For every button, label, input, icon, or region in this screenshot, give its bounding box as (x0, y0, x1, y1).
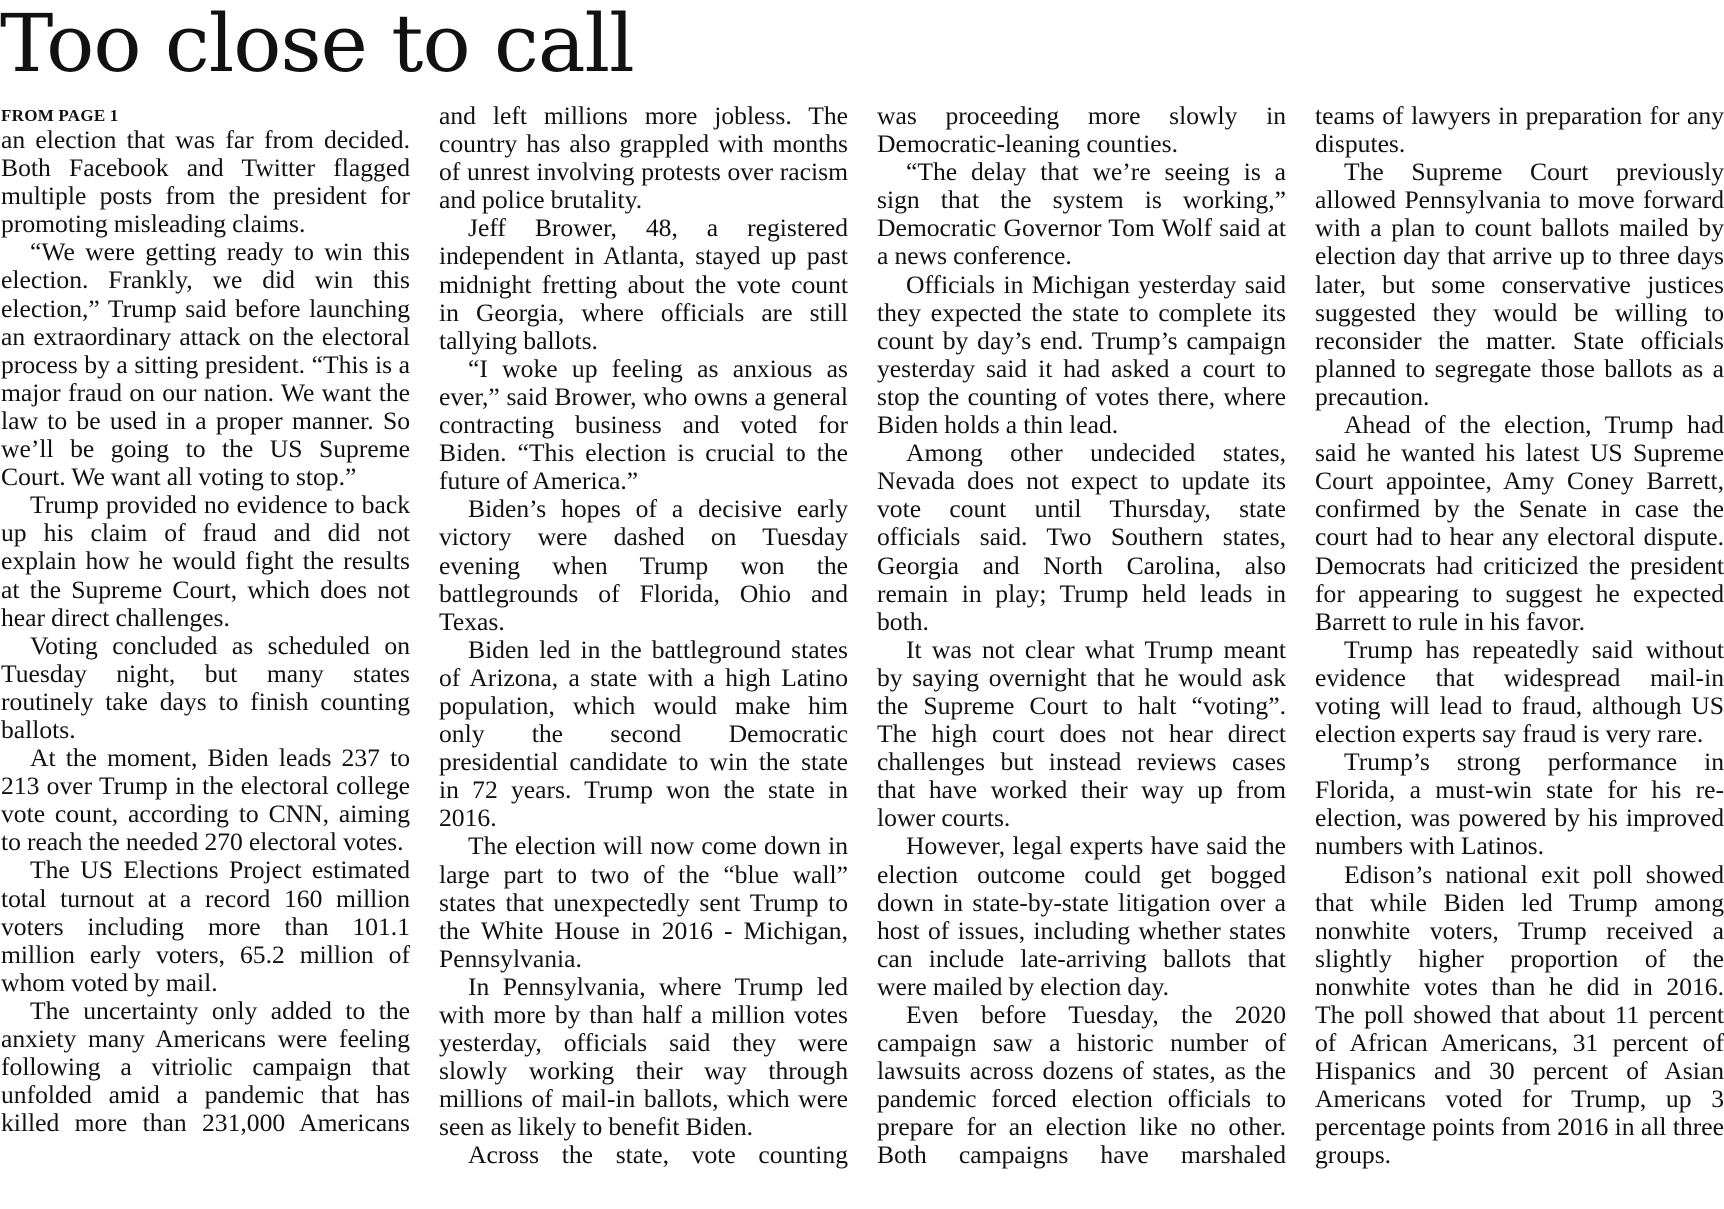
paragraph: “The delay that we’re seeing is a sign that the system is working,” Democratic Governor Tom Wolf said at a news conference. (877, 157, 1286, 271)
paragraph: At the moment, Biden leads 237 to 213 over Trump in the electoral college vote count, according to CNN, aiming to reach the needed 270 electoral votes. (1, 743, 410, 857)
paragraph: Biden led in the battleground states of Arizona, a state with a high Latino population, which would make him only the second Democratic presidential candidate to win the state in 72 years. Trump won the state in 2016. (439, 634, 848, 833)
jump-line: FROM PAGE 1 (1, 106, 119, 125)
paragraph: Officials in Michigan yesterday said they expected the state to complete its count by day’s end. Trump’s campaign yesterday said it had asked a court to stop the counting of votes there, where Biden holds a thin lead. (877, 269, 1286, 440)
paragraph: teams of lawyers in preparation for any disputes. (1315, 101, 1724, 159)
column-1 (1, 102, 410, 1137)
column-2 (439, 102, 848, 1170)
paragraph: However, legal experts have said the election outcome could get bogged down in state-by-state litigation over a host of issues, including whether states can include late-arriving ballots that were mailed by election day. (877, 831, 1286, 1001)
paragraph: The Supreme Court previously allowed Pennsylvania to move forward with a plan to count ballots mailed by election day that arrive up to three days later, but some conservative justices suggested they would be willing to reconsider the matter. State officials planned to segregate those ballots as a precaution. (1315, 157, 1724, 411)
paragraph: The election will now come down in large part to two of the “blue wall” states that unexpectedly sent Trump to the White House in 2016 - Michigan, Pennsylvania. (439, 831, 848, 973)
paragraph: Voting concluded as scheduled on Tuesday night, but many states routinely take days to finish counting ballots. (1, 630, 410, 744)
paragraph: “I woke up feeling as anxious as ever,” said Brower, who owns a general contracting business and voted for Biden. “This election is crucial to the future of America.” (439, 353, 848, 496)
article-body (0, 102, 1724, 1202)
paragraph: Ahead of the election, Trump had said he wanted his latest US Supreme Court appointee, Amy Coney Barrett, confirmed by the Senate in case the court had to hear any electoral dispute. Democrats had criticized the president for appearing to suggest he expected Barrett to rule in his favor. (1315, 410, 1724, 636)
paragraph: The US Elections Project estimated total turnout at a record 160 million voters including more than 101.1 million early voters, 65.2 million of whom voted by mail. (1, 855, 410, 997)
paragraph: Trump provided no evidence to back up his claim of fraud and did not explain how he would fight the results at the Supreme Court, which does not hear direct challenges. (1, 490, 410, 632)
paragraph: The uncertainty only added to the anxiety many Americans were feeling following a vitriolic campaign that unfolded amid a pandemic that has killed more than 231,000 Americans (1, 995, 410, 1138)
column-3 (877, 102, 1286, 1170)
headline: Too close to call (0, 0, 634, 90)
paragraph: In Pennsylvania, where Trump led with more by than half a million votes yesterday, officials said they were slowly working their way through millions of mail-in ballots, which were seen as likely to benefit Biden. (439, 971, 848, 1142)
column-4 (1315, 102, 1724, 1170)
paragraph: Among other undecided states, Nevada does not expect to update its vote count until Thursday, state officials said. Two Southern states, Georgia and North Carolina, also remain in play; Trump held leads in both. (877, 438, 1286, 636)
paragraph: an election that was far from decided. Both Facebook and Twitter flagged multiple posts from the president for promoting misleading claims. (1, 125, 410, 239)
paragraph: “We were getting ready to win this election. Frankly, we did win this election,” Trump said before launching an extraordinary attack on the electoral process by a sitting president. “This is a major fraud on our nation. We want the law to be used in a proper manner. So we’ll be going to the US Supreme Court. We want all voting to stop.” (1, 237, 410, 492)
paragraph: Trump’s strong performance in Florida, a must-win state for his re-election, was powered by his improved numbers with Latinos. (1315, 747, 1724, 861)
paragraph: Jeff Brower, 48, a registered independent in Atlanta, stayed up past midnight fretting about the vote count in Georgia, where officials are still tallying ballots. (439, 213, 848, 355)
paragraph: was proceeding more slowly in Democratic-leaning counties. (877, 101, 1286, 159)
paragraph: It was not clear what Trump meant by saying overnight that he would ask the Supreme Court to halt “voting”. The high court does not hear direct challenges but instead reviews cases that have worked their way up from lower courts. (877, 634, 1286, 833)
paragraph: Trump has repeatedly said without evidence that widespread mail-in voting will lead to fraud, although US election experts say fraud is very rare. (1315, 634, 1724, 749)
paragraph: Biden’s hopes of a decisive early victory were dashed on Tuesday evening when Trump won the battlegrounds of Florida, Ohio and Texas. (439, 494, 848, 636)
paragraph: Even before Tuesday, the 2020 campaign saw a historic number of lawsuits across dozens of states, as the pandemic forced election officials to prepare for an election like no other. Both campaigns have marshaled (877, 1000, 1286, 1170)
paragraph: Edison’s national exit poll showed that while Biden led Trump among nonwhite voters, Trump received a slightly higher proportion of the nonwhite votes than he did in 2016. The poll showed that about 11 percent of African Americans, 31 percent of Hispanics and 30 percent of Asian Americans voted for Trump, up 3 percentage points from 2016 in all three groups. (1315, 859, 1724, 1170)
paragraph: Across the state, vote counting (468, 1140, 848, 1170)
paragraph: and left millions more jobless. The country has also grappled with months of unrest involving protests over racism and police brutality. (439, 101, 848, 215)
